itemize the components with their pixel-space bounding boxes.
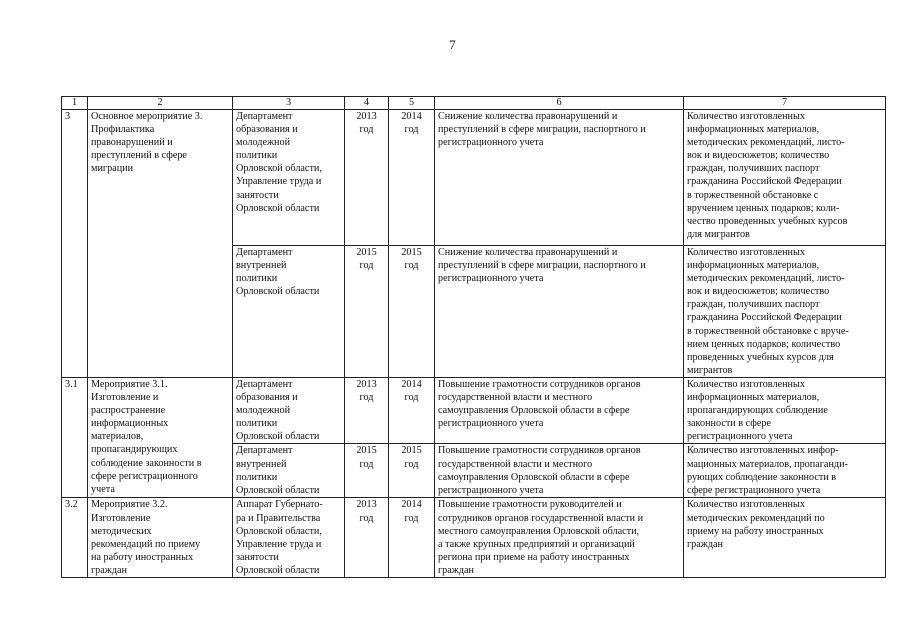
start-year-cell: 2015 год <box>345 444 389 498</box>
result-cell: Снижение количества правонарушений и преступлений в сфере миграции, паспортного и регистрационного учета <box>435 246 684 378</box>
indicator-cell: Количество изготовленных методических рекомендаций по приему на работу иностранных граждан <box>684 498 886 578</box>
header-col-3: 3 <box>233 97 345 110</box>
executor-cell: Аппарат Губернато- ра и Правительства Орловской области, Управление труда и занятости Орловской области <box>233 498 345 578</box>
header-col-5: 5 <box>389 97 435 110</box>
executor-cell: Департамент внутренней политики Орловской области <box>233 444 345 498</box>
start-year-cell: 2013 год <box>345 498 389 578</box>
end-year-cell: 2015 год <box>389 246 435 378</box>
table-row <box>62 378 886 444</box>
result-cell: Повышение грамотности сотрудников органов государственной власти и местного самоуправления Орловской области в сфере регистрационного учета <box>435 378 684 444</box>
measure-cell: Мероприятие 3.2. Изготовление методических рекомендаций по приему на работу иностранных граждан <box>88 498 233 578</box>
end-year-cell: 2014 год <box>389 110 435 246</box>
table-row <box>62 498 886 578</box>
result-cell: Повышение грамотности руководителей и сотрудников органов государственной власти и местного самоуправления Орловской области, а также крупных предприятий и организаций региона при приеме на работу иностранных граждан <box>435 498 684 578</box>
table-row <box>62 110 886 246</box>
start-year-cell: 2013 год <box>345 378 389 444</box>
end-year-cell: 2014 год <box>389 498 435 578</box>
row-number: 3 <box>62 110 88 378</box>
indicator-cell: Количество изготовленных информационных материалов, методических рекомендаций, листо- вок и видеосюжетов; количество граждан, получивших паспорт гражданина Российской Федерации в торжественной обстановке с вручением ценных подарков; коли- чество проведенных учебных курсов для мигрантов <box>684 110 886 246</box>
header-col-4: 4 <box>345 97 389 110</box>
executor-cell: Департамент внутренней политики Орловской области <box>233 246 345 378</box>
row-number: 3.1 <box>62 378 88 498</box>
row-number: 3.2 <box>62 498 88 578</box>
header-col-7: 7 <box>684 97 886 110</box>
result-cell: Снижение количества правонарушений и преступлений в сфере миграции, паспортного и регистрационного учета <box>435 110 684 246</box>
measure-cell: Основное мероприятие 3. Профилактика правонарушений и преступлений в сфере миграции <box>88 110 233 378</box>
executor-cell: Департамент образования и молодежной политики Орловской области <box>233 378 345 444</box>
measure-cell: Мероприятие 3.1. Изготовление и распространение информационных материалов, пропагандирующих соблюдение законности в сфере регистрационного учета <box>88 378 233 498</box>
header-col-2: 2 <box>88 97 233 110</box>
page-number: 7 <box>449 37 456 52</box>
header-col-1: 1 <box>62 97 88 110</box>
indicator-cell: Количество изготовленных информационных материалов, пропагандирующих соблюдение законности в сфере регистрационного учета <box>684 378 886 444</box>
end-year-cell: 2014 год <box>389 378 435 444</box>
indicator-cell: Количество изготовленных информационных материалов, методических рекомендаций, листо- вок и видеосюжетов; количество граждан, получивших паспорт гражданина Российской Федерации в торжественной обстановке с вруче- нием ценных подарков; количество проведенных учебных курсов для мигрантов <box>684 246 886 378</box>
header-col-6: 6 <box>435 97 684 110</box>
program-table <box>61 96 886 578</box>
result-cell: Повышение грамотности сотрудников органов государственной власти и местного самоуправления Орловской области в сфере регистрационного учета <box>435 444 684 498</box>
header-row <box>62 97 886 110</box>
start-year-cell: 2013 год <box>345 110 389 246</box>
indicator-cell: Количество изготовленных инфор- мационных материалов, пропаганди- рующих соблюдение законности в сфере регистрационного учета <box>684 444 886 498</box>
start-year-cell: 2015 год <box>345 246 389 378</box>
end-year-cell: 2015 год <box>389 444 435 498</box>
executor-cell: Департамент образования и молодежной политики Орловской области, Управление труда и занятости Орловской области <box>233 110 345 246</box>
